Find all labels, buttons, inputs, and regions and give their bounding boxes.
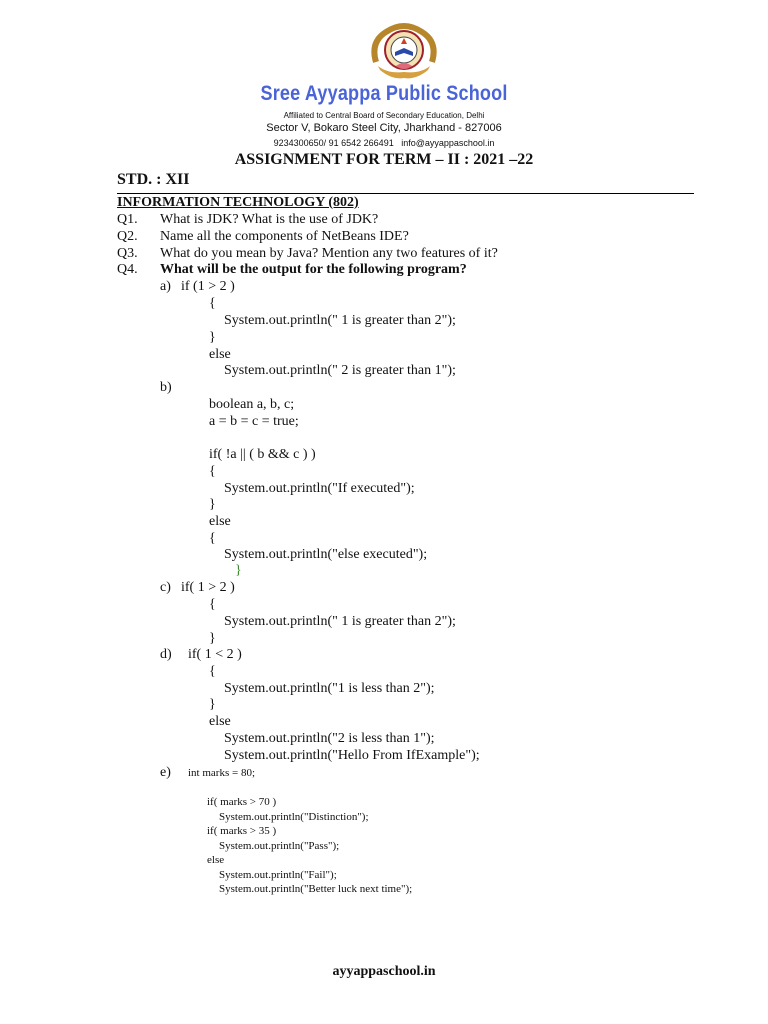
affiliation-text: Affiliated to Central Board of Secondary Education, Delhi (283, 111, 485, 120)
code-line: else (209, 714, 231, 729)
code-line: } (209, 697, 216, 712)
program-label-b: b) (160, 380, 172, 395)
code-line: if( !a || ( b && c ) ) (209, 447, 316, 462)
code-line: else (207, 854, 225, 866)
question-text: What do you mean by Java? Mention any two features of it? (160, 246, 498, 261)
code-line: { (209, 597, 216, 612)
code-line: System.out.println(" 2 is greater than 1"); (224, 363, 456, 378)
program-label-e: e) (160, 765, 171, 780)
code-line: System.out.println("Better luck next time"); (219, 883, 413, 895)
program-label-c: c) (160, 580, 171, 595)
subject-heading: INFORMATION TECHNOLOGY (802) (117, 195, 359, 210)
question-text: Name all the components of NetBeans IDE? (160, 229, 409, 244)
contact-info: 9234300650/ 91 6542 266491 info@ayyappaschool.in (273, 138, 495, 148)
code-line: if( marks > 70 ) (207, 796, 277, 808)
code-line: { (209, 296, 216, 311)
std-label: STD. : XII (117, 171, 190, 188)
code-line: { (209, 664, 216, 679)
code-line: if (1 > 2 ) (181, 279, 235, 294)
code-line: } (235, 563, 242, 578)
question-text: What will be the output for the following program? (160, 262, 467, 277)
school-address: Sector V, Bokaro Steel City, Jharkhand - 827006 (266, 122, 502, 134)
code-line: System.out.println("else executed"); (224, 547, 428, 562)
question-number: Q3. (117, 246, 138, 261)
question-number: Q2. (117, 229, 138, 244)
code-line: else (209, 514, 231, 529)
code-line: System.out.println("1 is less than 2"); (224, 681, 435, 696)
code-line: System.out.println("Fail"); (219, 869, 337, 881)
code-line: if( 1 > 2 ) (181, 580, 235, 595)
code-line: a = b = c = true; (209, 414, 299, 429)
code-line: else (209, 347, 231, 362)
school-name: Sree Ayyappa Public School (260, 82, 508, 105)
question-number: Q4. (117, 262, 138, 277)
code-line: System.out.println(" 1 is greater than 2"); (224, 313, 456, 328)
program-label-d: d) (160, 647, 172, 662)
code-line: System.out.println("Pass"); (219, 840, 340, 852)
school-logo (368, 22, 440, 84)
code-line: boolean a, b, c; (209, 397, 295, 412)
code-line: System.out.println("If executed"); (224, 481, 415, 496)
code-line: System.out.println("Distinction"); (219, 811, 369, 823)
question-text: What is JDK? What is the use of JDK? (160, 212, 379, 227)
code-line: System.out.println("Hello From IfExample"); (224, 748, 480, 763)
program-label-a: a) (160, 279, 171, 294)
code-line: int marks = 80; (188, 767, 256, 779)
code-line: } (209, 631, 216, 646)
footer-website: ayyappaschool.in (332, 964, 436, 979)
code-line: System.out.println("2 is less than 1"); (224, 731, 435, 746)
code-line: System.out.println(" 1 is greater than 2"); (224, 614, 456, 629)
code-line: { (209, 531, 216, 546)
code-line: { (209, 464, 216, 479)
code-line: } (209, 330, 216, 345)
assignment-title: ASSIGNMENT FOR TERM – II : 2021 –22 (234, 151, 534, 168)
header-divider (117, 193, 694, 194)
code-line: if( 1 < 2 ) (188, 647, 242, 662)
code-line: if( marks > 35 ) (207, 825, 277, 837)
question-number: Q1. (117, 212, 138, 227)
code-line: } (209, 497, 216, 512)
